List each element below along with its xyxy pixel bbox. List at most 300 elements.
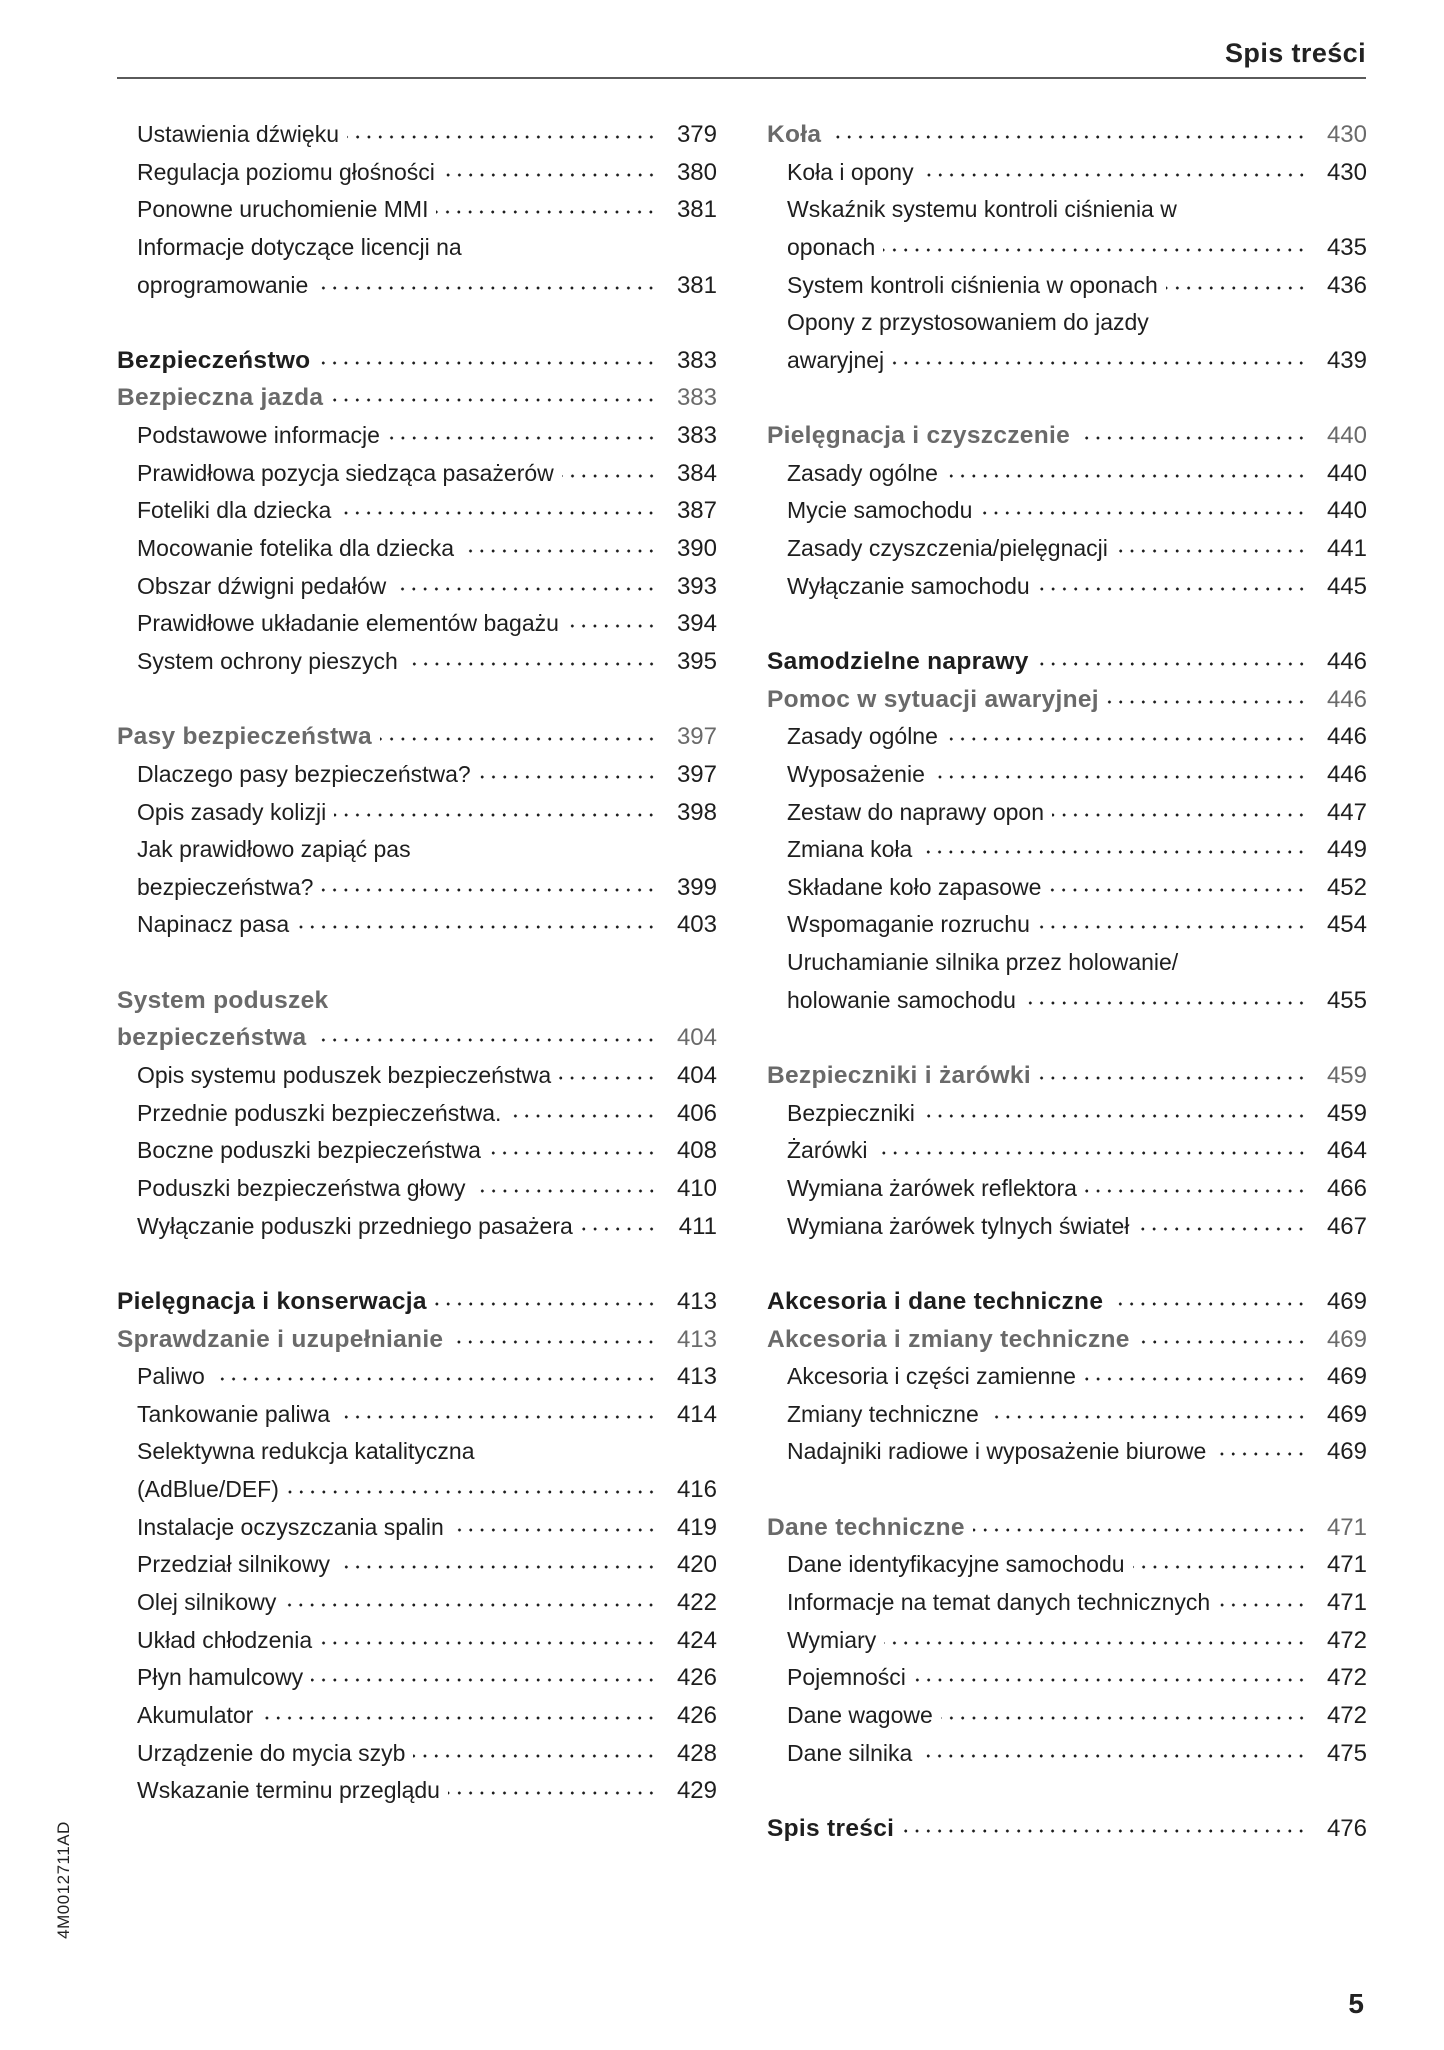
dot-leader [1024, 999, 1307, 1007]
toc-entry[interactable] [767, 530, 1367, 568]
toc-entry-title: Zestaw do naprawy opon [787, 798, 1044, 825]
toc-entry-line [117, 1735, 717, 1773]
toc-entry-line [117, 1283, 717, 1321]
toc-entry[interactable] [117, 794, 717, 832]
dot-leader [884, 1639, 1307, 1647]
toc-entry[interactable] [767, 1095, 1367, 1133]
toc-entry-line [767, 116, 1367, 154]
toc-entry-title: Zasady ogólne [787, 723, 938, 750]
toc-entry-title: Układ chłodzenia [137, 1626, 313, 1653]
dot-leader [562, 472, 657, 480]
toc-section-heading[interactable] [767, 116, 1367, 154]
toc-page-number[interactable]: 440 [1326, 497, 1367, 525]
dot-leader [316, 284, 657, 292]
toc-entry-line [767, 417, 1367, 455]
toc-entry[interactable] [767, 1170, 1367, 1208]
toc-chapter-heading[interactable] [767, 643, 1367, 681]
toc-entry-line [117, 794, 717, 832]
toc-entry-title: Akcesoria i części zamienne [787, 1363, 1076, 1390]
toc-page-number[interactable]: 394 [676, 610, 717, 638]
toc-entry[interactable] [117, 1170, 717, 1208]
toc-page-number[interactable]: 426 [676, 1701, 717, 1729]
toc-page-number[interactable]: 445 [1326, 572, 1367, 600]
dot-leader [1133, 1563, 1307, 1571]
toc-entry-line [767, 681, 1367, 719]
toc-page-number[interactable]: 440 [1326, 459, 1367, 487]
toc-page-number[interactable]: 403 [676, 911, 717, 939]
toc-page-number[interactable]: 446 [1326, 723, 1367, 751]
running-header-title: Spis treści [1225, 38, 1366, 68]
dot-leader [1052, 811, 1307, 819]
toc-entry-line [117, 342, 717, 380]
toc-column-left [117, 116, 717, 1810]
toc-entry-title: Bezpieczeństwo [117, 346, 311, 374]
dot-leader [567, 622, 657, 630]
toc-entry-title: Zasady czyszczenia/pielęgnacji [787, 535, 1108, 562]
toc-entry-title: Wspomaganie rozruchu [787, 911, 1030, 938]
toc-entry[interactable] [117, 116, 717, 154]
toc-page-number[interactable]: 430 [1326, 121, 1367, 148]
toc-section-heading[interactable] [767, 417, 1367, 455]
toc-entry[interactable] [767, 869, 1367, 907]
toc-section-heading[interactable] [117, 718, 717, 756]
toc-page-number[interactable]: 381 [676, 196, 717, 224]
toc-page-number[interactable]: 471 [1326, 1551, 1367, 1579]
toc-entry-line [767, 1132, 1367, 1170]
toc-page-number[interactable]: 449 [1326, 836, 1367, 864]
toc-entry-title: Ponowne uruchomienie MMI [137, 196, 429, 223]
toc-entry[interactable] [767, 568, 1367, 606]
toc-page-number[interactable]: 469 [1326, 1287, 1367, 1315]
dot-leader [883, 246, 1307, 254]
toc-entry[interactable] [117, 1433, 717, 1508]
toc-entry-title: Dane identyfikacyjne samochodu [787, 1551, 1125, 1578]
toc-page-number[interactable]: 381 [676, 271, 717, 299]
toc-entry-title: Bezpieczniki i żarówki [767, 1062, 1031, 1090]
dot-leader [339, 509, 657, 517]
toc-entry-line [767, 229, 1367, 267]
toc-page-number[interactable]: 455 [1326, 986, 1367, 1014]
toc-page-number[interactable]: 429 [676, 1777, 717, 1805]
dot-leader [321, 886, 657, 894]
toc-page-number[interactable]: 393 [676, 572, 717, 600]
toc-entry[interactable] [767, 455, 1367, 493]
toc-entry[interactable] [117, 1208, 717, 1246]
toc-entry[interactable] [117, 1509, 717, 1547]
toc-entry-title: Mocowanie fotelika dla dziecka [137, 535, 455, 562]
toc-page-number[interactable]: 469 [1326, 1400, 1367, 1428]
toc-entry-title: Boczne poduszki bezpieczeństwa [137, 1137, 481, 1164]
toc-entry-line [767, 1208, 1367, 1246]
toc-entry-title: Opis systemu poduszek bezpieczeństwa [137, 1062, 552, 1089]
toc-entry[interactable] [117, 229, 717, 304]
toc-entry-title: Poduszki bezpieczeństwa głowy [137, 1174, 466, 1201]
toc-entry[interactable] [767, 191, 1367, 266]
toc-page-number[interactable]: 475 [1326, 1739, 1367, 1767]
toc-section-heading[interactable] [767, 1057, 1367, 1095]
toc-page-number[interactable]: 440 [1326, 422, 1367, 450]
toc-entry[interactable] [767, 1208, 1367, 1246]
toc-entry-title: Ustawienia dźwięku [137, 121, 339, 147]
dot-leader [1137, 1225, 1307, 1233]
dot-leader [1107, 698, 1307, 706]
toc-section-heading[interactable] [117, 1321, 717, 1359]
toc-chapter-heading[interactable] [117, 342, 717, 380]
toc-entry-title: Mycie samochodu [787, 497, 973, 524]
dot-leader [1138, 1338, 1307, 1346]
toc-page-number[interactable]: 441 [1326, 535, 1367, 563]
toc-entry[interactable] [767, 906, 1367, 944]
toc-page-number[interactable]: 472 [1326, 1626, 1367, 1654]
toc-entry-line [117, 267, 717, 305]
dot-leader [1039, 1074, 1307, 1082]
toc-entry[interactable] [117, 605, 717, 643]
dot-leader [1218, 1601, 1307, 1609]
toc-entry[interactable] [117, 1772, 717, 1810]
toc-page-number[interactable]: 469 [1326, 1325, 1367, 1353]
toc-entry[interactable] [767, 1735, 1367, 1773]
toc-entry[interactable] [767, 304, 1367, 379]
dot-leader [914, 1676, 1307, 1684]
toc-entry-title: Wyłączanie poduszki przedniego pasażera [137, 1212, 573, 1239]
toc-entry-line [117, 869, 717, 907]
toc-entry-title: Prawidłowe układanie elementów bagażu [137, 610, 559, 637]
dot-leader [347, 133, 657, 141]
toc-page-number[interactable]: 413 [676, 1287, 717, 1315]
dot-leader [287, 1488, 657, 1496]
toc-page-number[interactable]: 430 [1326, 158, 1367, 186]
dot-leader [933, 773, 1307, 781]
dot-leader [980, 509, 1307, 517]
dot-leader [261, 1714, 657, 1722]
toc-entry-title: (AdBlue/DEF) [137, 1476, 279, 1503]
toc-entry-line [117, 116, 717, 154]
toc-entry-title: Akumulator [137, 1701, 254, 1728]
page-number: 5 [1348, 1988, 1364, 2019]
toc-entry[interactable] [767, 267, 1367, 305]
dot-leader [1038, 923, 1307, 931]
toc-page-number[interactable]: 379 [676, 121, 717, 148]
toc-page-number[interactable]: 436 [1326, 271, 1367, 299]
toc-page-number[interactable]: 439 [1326, 346, 1367, 374]
toc-entry-title: Dane silnika [787, 1739, 913, 1766]
toc-entry[interactable] [117, 568, 717, 606]
dot-leader [559, 1074, 657, 1082]
toc-page-number[interactable]: 410 [676, 1174, 717, 1202]
toc-page-number[interactable]: 408 [676, 1137, 717, 1165]
toc-entry-line [767, 869, 1367, 907]
toc-entry-title: Wskaźnik systemu kontroli ciśnienia w [787, 196, 1177, 223]
toc-page-number[interactable]: 469 [1326, 1363, 1367, 1391]
toc-page-number[interactable]: 464 [1326, 1137, 1367, 1165]
toc-entry[interactable] [117, 756, 717, 794]
toc-entry[interactable] [767, 944, 1367, 1019]
toc-entry-line [767, 1584, 1367, 1622]
toc-entry-line [117, 1622, 717, 1660]
dot-leader [462, 547, 657, 555]
toc-page-number[interactable]: 426 [676, 1664, 717, 1692]
dot-leader [1038, 585, 1307, 593]
toc-entry-line [767, 1358, 1367, 1396]
toc-entry-title: Napinacz pasa [137, 911, 290, 938]
toc-section [767, 417, 1367, 605]
dot-leader [876, 1149, 1307, 1157]
toc-page-number[interactable]: 467 [1326, 1212, 1367, 1240]
toc-entry-title: oprogramowanie [137, 271, 309, 298]
toc-entry[interactable] [767, 1433, 1367, 1471]
toc-entry-title: Regulacja poziomu głośności [137, 158, 435, 185]
toc-page-number[interactable]: 413 [676, 1325, 717, 1353]
toc-chapter-heading[interactable] [767, 1283, 1367, 1321]
toc-entry-line [767, 1283, 1367, 1321]
toc-entry-line [117, 154, 717, 192]
toc-entry-title: Dlaczego pasy bezpieczeństwa? [137, 760, 471, 787]
toc-entry-title: Dane techniczne [767, 1513, 965, 1541]
toc-page-number[interactable]: 413 [676, 1363, 717, 1391]
toc-entry[interactable] [117, 530, 717, 568]
dot-leader [452, 1526, 657, 1534]
toc-page-number[interactable]: 399 [676, 873, 717, 901]
toc-page-number[interactable]: 471 [1326, 1588, 1367, 1616]
toc-page-number[interactable]: 398 [676, 798, 717, 826]
toc-entry-line [117, 906, 717, 944]
toc-entry-title: Spis treści [767, 1814, 895, 1842]
toc-page-number[interactable]: 435 [1326, 233, 1367, 261]
toc-entry[interactable] [767, 154, 1367, 192]
toc-section-heading[interactable] [767, 681, 1367, 719]
toc-page-number[interactable]: 384 [676, 459, 717, 487]
toc-entry-title: System kontroli ciśnienia w oponach [787, 271, 1158, 298]
toc-page-number[interactable]: 390 [676, 535, 717, 563]
toc-entry-line [117, 1546, 717, 1584]
toc-entry-line [767, 1509, 1367, 1547]
toc-entry[interactable] [117, 1396, 717, 1434]
toc-page-number[interactable]: 397 [676, 760, 717, 788]
dot-leader [284, 1601, 657, 1609]
toc-entry[interactable] [117, 1697, 717, 1735]
toc-entry-title: Bezpieczna jazda [117, 384, 324, 412]
toc-page-number[interactable]: 459 [1326, 1099, 1367, 1127]
toc-entry[interactable] [767, 1396, 1367, 1434]
dot-leader [297, 923, 657, 931]
toc-entry[interactable] [117, 1132, 717, 1170]
toc-page-number[interactable]: 428 [676, 1739, 717, 1767]
dot-leader [922, 171, 1307, 179]
toc-entry-title: Uruchamianie silnika przez holowanie/ [787, 949, 1179, 976]
toc-page-number[interactable]: 447 [1326, 798, 1367, 826]
toc-column-right [767, 116, 1367, 1847]
toc-entry[interactable] [117, 1584, 717, 1622]
toc-section-heading[interactable] [117, 379, 717, 417]
toc-page-number[interactable]: 383 [676, 384, 717, 412]
toc-entry-title: Wymiary [787, 1626, 877, 1653]
toc-entry-title: Pasy bezpieczeństwa [117, 723, 372, 751]
toc-page-number[interactable]: 446 [1326, 760, 1367, 788]
toc-entry-line [117, 492, 717, 530]
toc-entry-title: Wyłączanie samochodu [787, 572, 1030, 599]
toc-entry-title: Składane koło zapasowe [787, 873, 1042, 900]
toc-entry-line [767, 154, 1367, 192]
toc-page-number[interactable]: 406 [676, 1099, 717, 1127]
toc-page-number[interactable]: 404 [676, 1024, 717, 1052]
toc-entry[interactable] [117, 1095, 717, 1133]
toc-entry-title: Pielęgnacja i czyszczenie [767, 422, 1071, 450]
toc-page-number[interactable]: 446 [1326, 647, 1367, 675]
dot-leader [892, 359, 1307, 367]
toc-page-number[interactable]: 472 [1326, 1664, 1367, 1692]
dot-leader [973, 1526, 1307, 1534]
toc-entry-line [767, 568, 1367, 606]
toc-entry[interactable] [767, 1659, 1367, 1697]
toc-page-number[interactable]: 422 [676, 1588, 717, 1616]
toc-page-number[interactable]: 383 [676, 346, 717, 374]
toc-entry[interactable] [117, 831, 717, 906]
toc-entry-line [767, 492, 1367, 530]
toc-page-number[interactable]: 387 [676, 497, 717, 525]
toc-page-number[interactable]: 466 [1326, 1174, 1367, 1202]
toc-entry-title: Przedział silnikowy [137, 1551, 331, 1578]
dot-leader [902, 1827, 1307, 1835]
toc-section-heading[interactable] [117, 982, 717, 1057]
toc-page-number[interactable]: 404 [676, 1062, 717, 1090]
toc-entry[interactable] [767, 1697, 1367, 1735]
toc-entry-line [767, 1810, 1367, 1848]
toc-entry[interactable] [117, 1735, 717, 1773]
toc-page-number[interactable]: 471 [1326, 1513, 1367, 1541]
toc-entry-title: Urządzenie do mycia szyb [137, 1739, 406, 1766]
toc-page-number[interactable]: 411 [678, 1212, 717, 1240]
toc-entry[interactable] [117, 417, 717, 455]
dot-leader [320, 1639, 657, 1647]
toc-chapter-heading[interactable] [767, 1810, 1367, 1848]
toc-entry[interactable] [767, 492, 1367, 530]
toc-entry[interactable] [767, 718, 1367, 756]
toc-entry[interactable] [767, 831, 1367, 869]
toc-page-number[interactable]: 469 [1326, 1438, 1367, 1466]
toc-entry[interactable] [767, 1358, 1367, 1396]
toc-page-number[interactable]: 416 [676, 1476, 717, 1504]
toc-page-number[interactable]: 454 [1326, 911, 1367, 939]
dot-leader [311, 1676, 657, 1684]
toc-page-number[interactable]: 397 [676, 723, 717, 751]
dot-leader [406, 660, 657, 668]
toc-entry[interactable] [767, 756, 1367, 794]
dot-leader [436, 208, 657, 216]
toc-entry-line [767, 1697, 1367, 1735]
dot-leader [941, 1714, 1307, 1722]
toc-entry-title: System ochrony pieszych [137, 647, 398, 674]
toc-entry[interactable] [767, 794, 1367, 832]
toc-entry-line [117, 191, 717, 229]
toc-entry[interactable] [767, 1622, 1367, 1660]
toc-entry[interactable] [767, 1132, 1367, 1170]
dot-leader [413, 1752, 657, 1760]
toc-entry-line [767, 831, 1367, 869]
toc-entry-title: Akcesoria i zmiany techniczne [767, 1325, 1130, 1353]
dot-leader [920, 848, 1307, 856]
toc-entry[interactable] [117, 1057, 717, 1095]
toc-entry[interactable] [767, 1546, 1367, 1584]
toc-entry-line [767, 1170, 1367, 1208]
toc-page-number[interactable]: 459 [1326, 1062, 1367, 1090]
dot-leader [388, 434, 657, 442]
toc-entry-title: Pojemności [787, 1664, 906, 1691]
toc-entry-line [117, 1358, 717, 1396]
toc-entry[interactable] [767, 1584, 1367, 1622]
toc-page-number[interactable]: 420 [676, 1551, 717, 1579]
toc-entry-line [117, 1095, 717, 1133]
toc-entry[interactable] [117, 492, 717, 530]
toc-entry[interactable] [117, 1659, 717, 1697]
toc-page-number[interactable]: 452 [1326, 873, 1367, 901]
toc-entry-line [767, 191, 1367, 229]
toc-section [117, 1283, 717, 1810]
toc-entry-title: Żarówki [787, 1137, 868, 1164]
toc-section-heading[interactable] [767, 1321, 1367, 1359]
toc-entry-line [767, 718, 1367, 756]
toc-page-number[interactable]: 446 [1326, 685, 1367, 713]
toc-page-number[interactable]: 395 [676, 647, 717, 675]
toc-section [767, 1810, 1367, 1848]
toc-entry[interactable] [117, 643, 717, 681]
toc-entry-line [117, 1772, 717, 1810]
toc-page-number[interactable]: 383 [676, 422, 717, 450]
toc-entry-title: Koła i opony [787, 158, 914, 185]
toc-section [767, 116, 1367, 379]
header-rule [117, 77, 1366, 79]
toc-page-number[interactable]: 414 [676, 1400, 717, 1428]
toc-entry[interactable] [117, 1546, 717, 1584]
toc-entry[interactable] [117, 191, 717, 229]
toc-chapter-heading[interactable] [117, 1283, 717, 1321]
toc-entry-line [117, 756, 717, 794]
toc-entry[interactable] [117, 1622, 717, 1660]
toc-entry[interactable] [117, 1358, 717, 1396]
toc-entry-line [117, 1170, 717, 1208]
toc-entry[interactable] [117, 154, 717, 192]
toc-entry-title: System poduszek [117, 986, 329, 1014]
toc-entry-line [767, 1321, 1367, 1359]
toc-section [117, 342, 717, 681]
toc-page-number[interactable]: 476 [1326, 1814, 1367, 1842]
toc-entry-line [767, 1735, 1367, 1773]
dot-leader [435, 1300, 657, 1308]
toc-entry-title: Zmiany techniczne [787, 1400, 979, 1427]
toc-entry[interactable] [117, 455, 717, 493]
dot-leader [1166, 284, 1307, 292]
toc-entry[interactable] [117, 906, 717, 944]
toc-entry-line [117, 1471, 717, 1509]
dot-leader [1049, 886, 1307, 894]
toc-entry-title: holowanie samochodu [787, 986, 1016, 1013]
toc-entry-title: Sprawdzanie i uzupełnianie [117, 1325, 444, 1353]
toc-entry-title: Samodzielne naprawy [767, 647, 1029, 675]
toc-entry-title: Pielęgnacja i konserwacja [117, 1287, 427, 1315]
toc-entry-line [767, 643, 1367, 681]
toc-entry-line [117, 1321, 717, 1359]
toc-page-number[interactable]: 472 [1326, 1701, 1367, 1729]
toc-page-number[interactable]: 424 [676, 1626, 717, 1654]
toc-entry-line [117, 831, 717, 869]
toc-entry-line [767, 1396, 1367, 1434]
toc-entry-line [767, 342, 1367, 380]
toc-page-number[interactable]: 419 [676, 1513, 717, 1541]
toc-entry-line [117, 455, 717, 493]
toc-entry-title: Koła [767, 121, 822, 148]
toc-entry-line [117, 568, 717, 606]
toc-page-number[interactable]: 380 [676, 158, 717, 186]
toc-section-heading[interactable] [767, 1509, 1367, 1547]
